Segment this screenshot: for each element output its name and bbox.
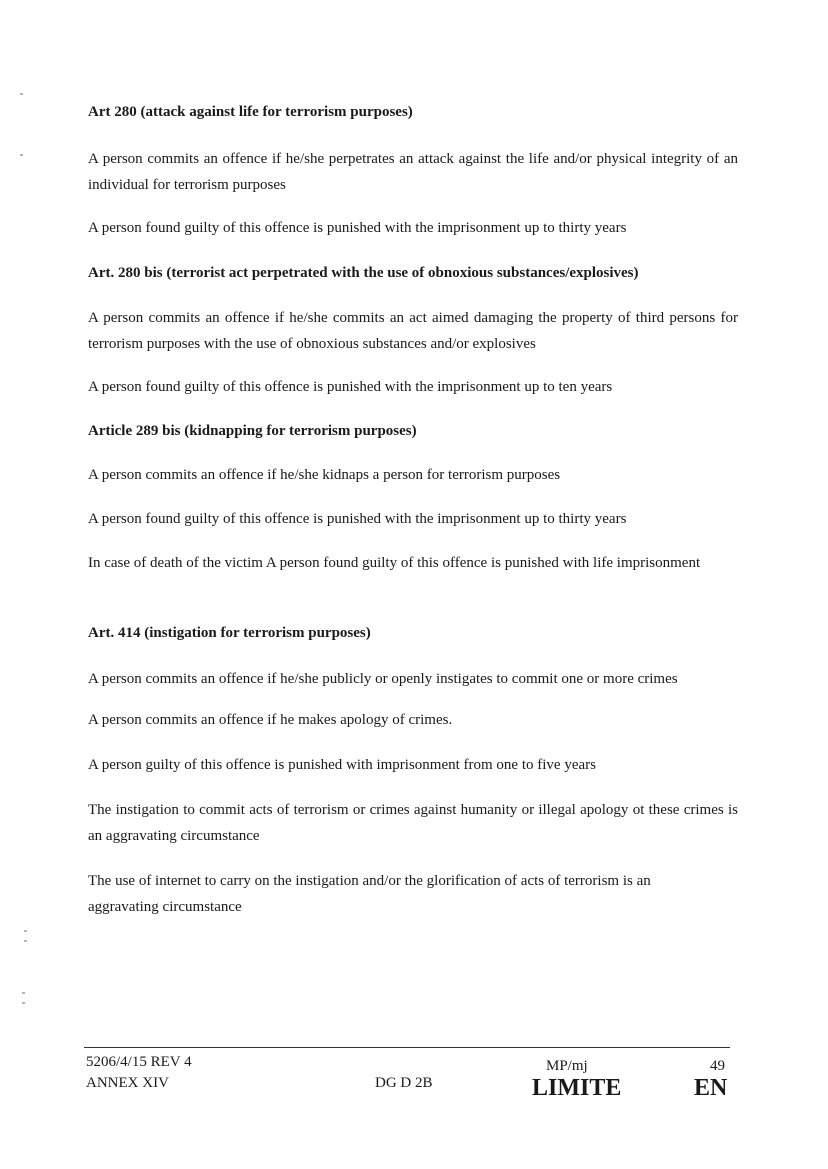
art280-paragraph-2: A person found guilty of this offence is punished with the imprisonment up to thirty years [88,220,627,236]
art414-paragraph-1: A person commits an offence if he/she publicly or openly instigates to commit one or more crimes [88,671,678,687]
footer-classification: LIMITE [532,1075,622,1101]
art280bis-paragraph-1: A person commits an offence if he/she commits an act aimed damaging the property of third persons for terrorism purposes with the use of obnoxious substances and/or explosives [88,310,738,352]
scan-mark [22,992,25,994]
footer-rule [84,1047,730,1048]
scan-mark [24,940,27,942]
art289bis-heading: Article 289 bis (kidnapping for terrorism purposes) [88,423,417,439]
art280-heading: Art 280 (attack against life for terrorism purposes) [88,104,413,120]
art414-paragraph-3: A person guilty of this offence is punished with imprisonment from one to five years [88,757,596,773]
footer-language: EN [694,1075,728,1101]
footer-annex: ANNEX XIV [86,1075,169,1091]
art414-paragraph-4: The instigation to commit acts of terrorism or crimes against humanity or illegal apology ot these crimes is an aggravating circumstance [88,802,738,844]
footer-initials: MP/mj [546,1058,588,1074]
scan-mark [22,1002,25,1004]
footer-doc-ref: 5206/4/15 REV 4 [86,1054,192,1070]
art289bis-paragraph-2: A person found guilty of this offence is punished with the imprisonment up to thirty years [88,511,627,527]
scan-mark [24,930,27,932]
art289bis-paragraph-1: A person commits an offence if he/she kidnaps a person for terrorism purposes [88,467,561,483]
art280bis-heading: Art. 280 bis (terrorist act perpetrated with the use of obnoxious substances/explosives) [88,265,639,281]
art289bis-paragraph-3: In case of death of the victim A person found guilty of this offence is punished with life imprisonment [88,555,701,571]
footer-dg: DG D 2B [375,1075,433,1091]
art280-paragraph-1: A person commits an offence if he/she perpetrates an attack against the life and/or physical integrity of an individual for terrorism purposes [88,151,738,193]
art414-paragraph-5: The use of internet to carry on the instigation and/or the glorification of acts of terrorism is an aggravating circumstance [88,873,651,915]
art414-heading: Art. 414 (instigation for terrorism purposes) [88,625,371,641]
footer-page-number: 49 [710,1058,725,1074]
scan-mark [20,154,23,156]
art414-paragraph-2: A person commits an offence if he makes apology of crimes. [88,712,453,728]
art280bis-paragraph-2: A person found guilty of this offence is punished with the imprisonment up to ten years [88,379,613,395]
scan-mark [20,93,23,95]
